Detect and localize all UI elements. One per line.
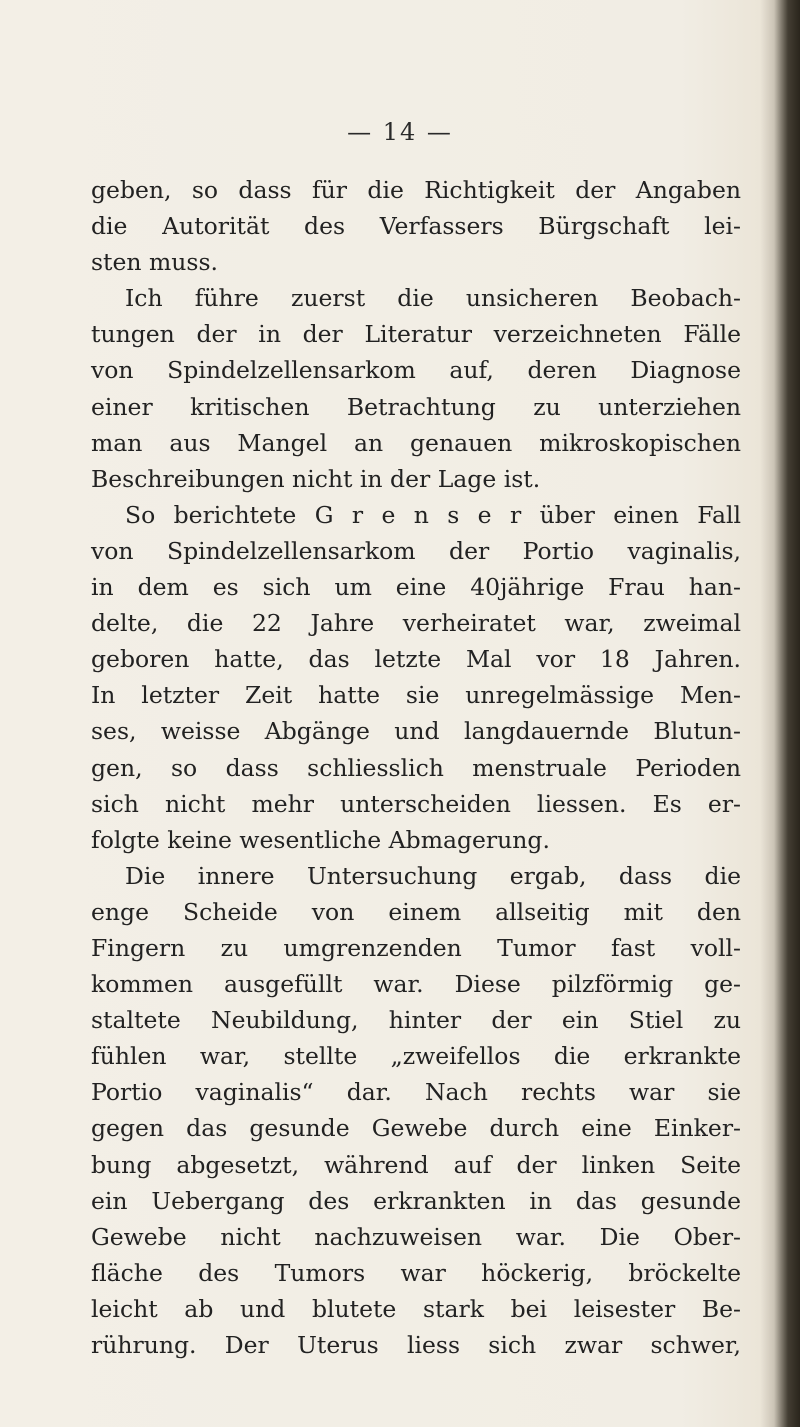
text-line: rührung. Der Uterus liess sich zwar schwer,	[91, 1331, 741, 1359]
text-line: leicht ab und blutete stark bei leisester Be-	[91, 1294, 741, 1323]
text-line: Gewebe nicht nachzuweisen war. Die Ober-	[91, 1222, 741, 1251]
text-line: geben, so dass für die Richtigkeit der Angaben	[91, 176, 741, 204]
text-line: von Spindelzellensarkom der Portio vaginalis,	[91, 536, 741, 565]
text-line: In letzter Zeit hatte sie unregelmässige Men-	[91, 681, 741, 710]
text-line: fläche des Tumors war höckerig, bröckelte	[91, 1258, 741, 1287]
text-line: staltete Neubildung, hinter der ein Stiel zu	[91, 1006, 741, 1035]
text-line: folgte keine wesentliche Abmagerung.	[91, 825, 550, 854]
text-line: ein Uebergang des erkrankten in das gesunde	[91, 1186, 741, 1215]
text-line: Die innere Untersuchung ergab, dass die	[125, 861, 741, 890]
text-line: gen, so dass schliesslich menstruale Perioden	[91, 753, 741, 782]
text-line: Fingern zu umgrenzenden Tumor fast voll-	[91, 933, 741, 962]
text-line: in dem es sich um eine 40jährige Frau han-	[91, 573, 741, 602]
text-line: einer kritischen Betrachtung zu unterziehen	[91, 392, 741, 421]
text-line: sten muss.	[91, 248, 219, 277]
text-line: gegen das gesunde Gewebe durch eine Einker-	[91, 1114, 741, 1143]
text-line: von Spindelzellensarkom auf, deren Diagnose	[91, 356, 741, 385]
text-line: geboren hatte, das letzte Mal vor 18 Jahren.	[91, 645, 741, 674]
text-line: die Autorität des Verfassers Bürgschaft lei-	[91, 212, 741, 241]
text-line: So berichtete G r e n s e r über einen Fall	[125, 500, 741, 529]
text-line: enge Scheide von einem allseitig mit den	[91, 897, 741, 926]
text-line: Ich führe zuerst die unsicheren Beobach-	[125, 284, 741, 313]
text-line: Beschreibungen nicht in der Lage ist.	[91, 464, 541, 493]
page-edge-shadow	[760, 0, 800, 1427]
text-line: kommen ausgefüllt war. Diese pilzförmig ge-	[91, 970, 741, 999]
body-text	[91, 172, 741, 1363]
page-number: — 14 —	[347, 118, 453, 146]
text-line: sich nicht mehr unterscheiden liessen. Es er-	[91, 789, 741, 818]
text-line: man aus Mangel an genauen mikroskopischen	[91, 428, 741, 457]
text-line: fühlen war, stellte „zweifellos die erkrankte	[91, 1042, 741, 1071]
text-line: tungen der in der Literatur verzeichneten Fälle	[91, 320, 741, 349]
text-line: bung abgesetzt, während auf der linken Seite	[91, 1150, 741, 1179]
text-line: Portio vaginalis“ dar. Nach rechts war sie	[91, 1078, 741, 1107]
text-line: delte, die 22 Jahre verheiratet war, zweimal	[91, 609, 741, 638]
text-line: ses, weisse Abgänge und langdauernde Blutun-	[91, 717, 741, 746]
